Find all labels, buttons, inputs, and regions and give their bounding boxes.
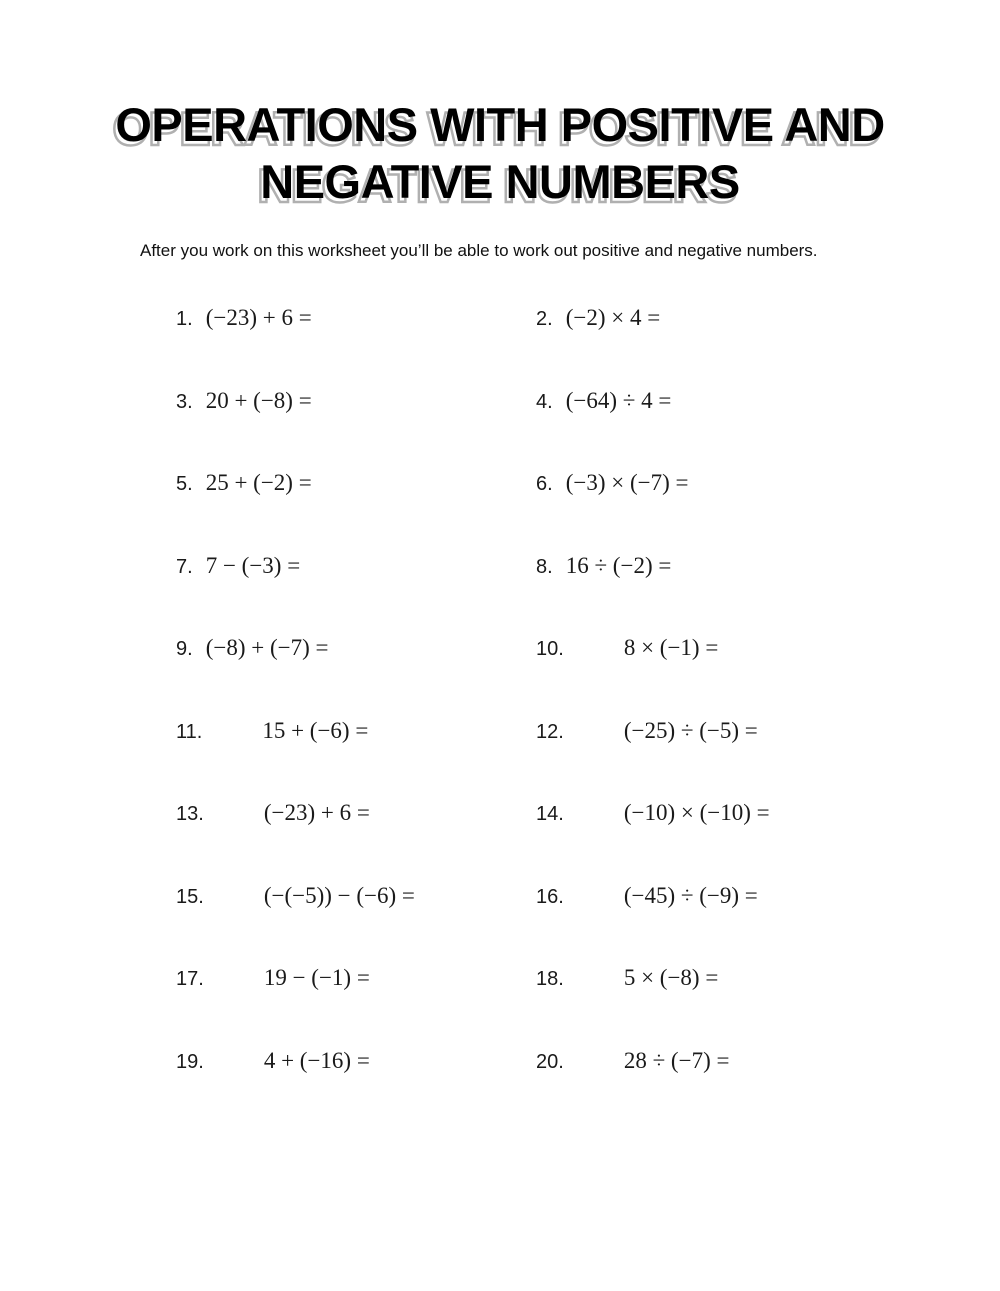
problem-20 bbox=[536, 1048, 1000, 1131]
problem-number: 1. bbox=[176, 308, 193, 330]
intro-text: After you work on this worksheet you’ll be able to work out positive and negative numbers. bbox=[140, 241, 818, 260]
problem-number: 13. bbox=[176, 803, 204, 825]
problem-expression: 8 × (−1) = bbox=[623, 635, 719, 660]
problem-expression: 15 + (−6) = bbox=[262, 717, 369, 743]
problem-number: 6. bbox=[536, 473, 553, 495]
title-line-2: NEGATIVE NUMBERS NEGATIVE NUMBERS bbox=[0, 153, 1000, 210]
problem-number: 20. bbox=[536, 1050, 564, 1073]
problem-19 bbox=[176, 1048, 536, 1131]
problem-number: 11. bbox=[176, 720, 203, 743]
problem-17 bbox=[176, 965, 536, 1048]
problem-number: 5. bbox=[176, 473, 193, 495]
problem-2 bbox=[536, 305, 1000, 388]
problem-number: 15. bbox=[176, 885, 204, 908]
problem-number: 19. bbox=[176, 1050, 204, 1073]
problem-16 bbox=[536, 883, 1000, 966]
problem-14 bbox=[536, 800, 1000, 883]
problem-11 bbox=[176, 718, 536, 801]
problem-expression: (−3) × (−7) = bbox=[565, 470, 689, 495]
problem-number: 2. bbox=[536, 308, 553, 330]
problem-expression: 16 ÷ (−2) = bbox=[565, 552, 672, 578]
problem-number: 4. bbox=[536, 390, 553, 413]
problem-3 bbox=[176, 388, 536, 471]
problem-number: 16. bbox=[536, 885, 564, 908]
problem-expression: (−45) ÷ (−9) = bbox=[623, 882, 758, 908]
title-line-1: OPERATIONS WITH POSITIVE AND OPERATIONS WITH POSITIVE AND bbox=[0, 96, 1000, 153]
problem-12 bbox=[536, 718, 1000, 801]
problem-expression: (−23) + 6 = bbox=[205, 305, 312, 330]
problem-expression: 20 + (−8) = bbox=[205, 387, 312, 413]
problem-expression: (−2) × 4 = bbox=[565, 305, 661, 330]
problem-8 bbox=[536, 553, 1000, 636]
problem-expression: (−8) + (−7) = bbox=[205, 635, 329, 660]
problem-number: 12. bbox=[536, 720, 564, 743]
problem-15 bbox=[176, 883, 536, 966]
problem-expression: (−64) ÷ 4 = bbox=[565, 387, 672, 413]
problem-number: 14. bbox=[536, 803, 564, 825]
problem-18 bbox=[536, 965, 1000, 1048]
problem-number: 18. bbox=[536, 968, 564, 990]
problem-5 bbox=[176, 470, 536, 553]
problem-expression: 7 − (−3) = bbox=[205, 552, 301, 578]
problem-13 bbox=[176, 800, 536, 883]
problem-number: 8. bbox=[536, 555, 553, 578]
problem-number: 3. bbox=[176, 390, 193, 413]
problem-4 bbox=[536, 388, 1000, 471]
problem-number: 10. bbox=[536, 638, 564, 660]
problem-expression: 19 − (−1) = bbox=[263, 965, 370, 990]
page-title bbox=[0, 0, 1000, 210]
problem-1 bbox=[176, 305, 536, 388]
problem-number: 9. bbox=[176, 638, 193, 660]
problem-expression: 4 + (−16) = bbox=[263, 1047, 370, 1073]
problem-expression: (−(−5)) − (−6) = bbox=[263, 882, 415, 908]
problem-9 bbox=[176, 635, 536, 718]
problem-7 bbox=[176, 553, 536, 636]
problems-grid bbox=[176, 305, 1000, 1130]
problem-10 bbox=[536, 635, 1000, 718]
problem-expression: (−10) × (−10) = bbox=[623, 800, 770, 825]
problem-expression: 28 ÷ (−7) = bbox=[623, 1047, 730, 1073]
problem-number: 7. bbox=[176, 555, 193, 578]
problem-expression: (−23) + 6 = bbox=[263, 800, 370, 825]
problem-expression: 5 × (−8) = bbox=[623, 965, 719, 990]
problem-6 bbox=[536, 470, 1000, 553]
problem-expression: 25 + (−2) = bbox=[205, 470, 312, 495]
problem-expression: (−25) ÷ (−5) = bbox=[623, 717, 758, 743]
problem-number: 17. bbox=[176, 968, 204, 990]
